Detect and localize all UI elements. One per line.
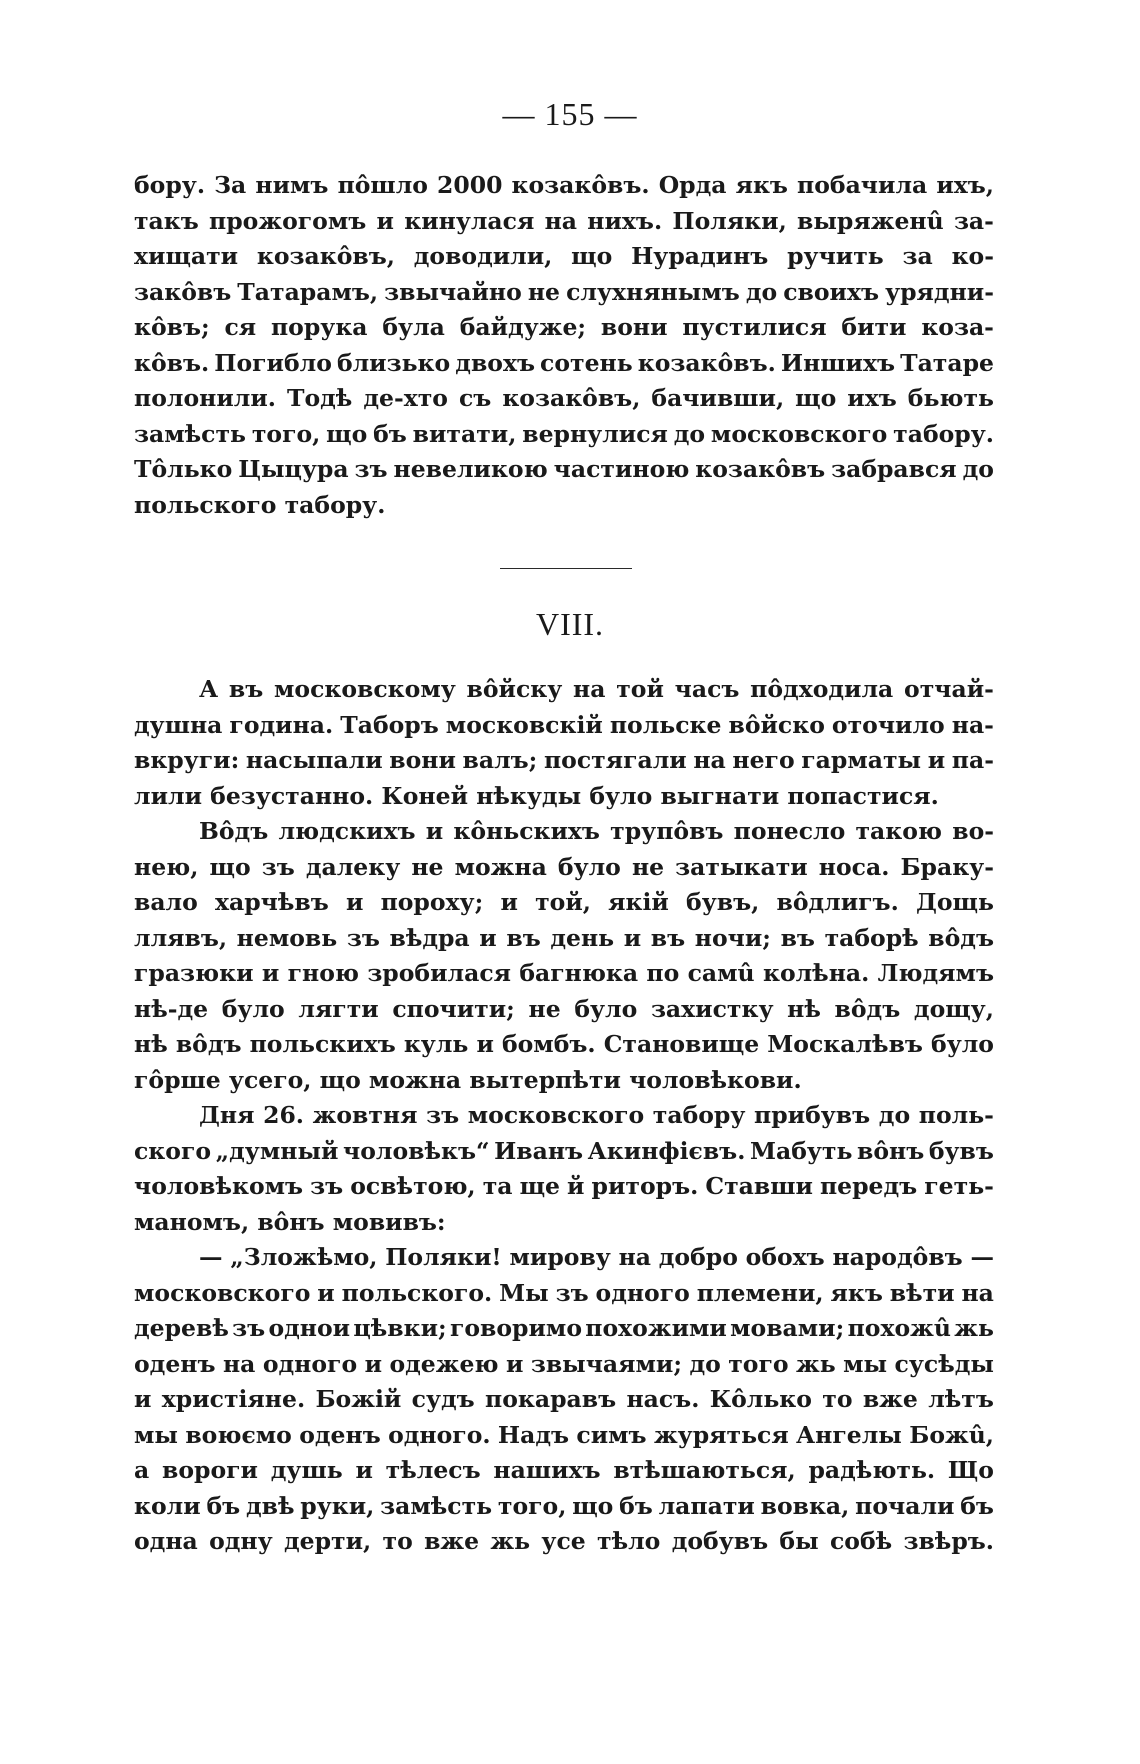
text-line: Тôлько Цыцура зъ невеликою частиною козакôвъ забрався до	[134, 455, 994, 483]
text-line: нѣ вôдъ польскихъ куль и бомбъ. Становище Москалѣвъ було	[134, 1030, 994, 1058]
text-line: ллявъ, немовь зъ вѣдра и въ день и въ ночи; въ таборѣ вôдъ	[134, 923, 994, 952]
page-number: — 155 —	[502, 96, 638, 132]
text-line: гразюки и гною зробилася багнюка по самû колѣна. Людямъ	[134, 959, 994, 987]
text-line: ского „думный чоловѣкъ“ Иванъ Акинфієвъ. Мабуть вôнъ бувъ	[134, 1136, 994, 1165]
text-line: деревѣ зъ однои цѣвки; говоримо похожими мовами; похожû жь	[134, 1314, 994, 1342]
text-line: закôвъ Татарамъ, звычайно не слухнянымъ до своихъ урядни-	[134, 277, 994, 306]
text-line: лили безустанно. Коней нѣкуды було выгнати попастися.	[134, 781, 939, 810]
text-line: такъ прожогомъ и кинулася на нихъ. Поляки, выряженû за-	[134, 206, 994, 235]
chapter-heading: VIII.	[535, 606, 605, 642]
chapter-text	[134, 672, 994, 1560]
text-line: — „Зложѣмо, Поляки! мирову на добро обохъ народôвъ —	[199, 1243, 994, 1271]
text-line: кôвъ. Погибло близько двохъ сотень козакôвъ. Иншихъ Татаре	[134, 348, 994, 377]
text-line: замѣсть того, що бъ витати, вернулися до московского табору.	[134, 419, 994, 448]
text-line: Дня 26. жовтня зъ московского табору прибувъ до поль-	[199, 1101, 994, 1129]
text-line: маномъ, вôнъ мовивъ:	[134, 1207, 446, 1236]
text-line: чоловѣкомъ зъ освѣтою, та ще й риторъ. Ставши передъ геть-	[134, 1172, 994, 1200]
text-line: оденъ на одного и одежею и звычаями; до того жь мы сусѣды	[134, 1349, 994, 1378]
text-line: хищати козакôвъ, доводили, що Нурадинъ ручить за ко-	[134, 242, 994, 270]
text-line: московского и польского. Мы зъ одного племени, якъ вѣти на	[134, 1278, 994, 1307]
text-line: бору. За нимъ пôшло 2000 козакôвъ. Орда якъ побачила ихъ,	[134, 171, 994, 199]
text-line: нѣ-де було лягти спочити; не було захистку нѣ вôдъ дощу,	[134, 994, 994, 1023]
text-line: а вороги душь и тѣлесъ нашихъ втѣшаються, радѣють. Що	[134, 1456, 994, 1484]
text-line: кôвъ; ся порука була байдуже; вони пустилися бити коза-	[134, 313, 994, 341]
text-line: нею, що зъ далеку не можна було не затыкати носа. Браку-	[134, 852, 994, 881]
text-line: гôрше усего, що можна вытерпѣти чоловѣкови.	[134, 1065, 802, 1094]
text-line: вало харчѣвъ и пороху; и той, якій бувъ, вôдлигъ. Дощь	[134, 888, 994, 916]
section-separator	[500, 568, 632, 569]
text-line: и христіяне. Божій судъ покаравъ насъ. Кôлько то вже лѣтъ	[134, 1385, 994, 1413]
text-line: полонили. Тодѣ де-хто съ козакôвъ, бачивши, що ихъ бьють	[134, 384, 994, 412]
text-line: вкруги: насыпали вони валъ; постягали на него гарматы и па-	[134, 746, 994, 774]
text-line: душна година. Таборъ московскій польске вôйско оточило на-	[134, 710, 994, 739]
text-line: коли бъ двѣ руки, замѣсть того, що бъ лапати вовка, почали бъ	[134, 1491, 994, 1520]
text-line: польского табору.	[134, 490, 386, 519]
text-line: одна одну дерти, то вже жь усе тѣло добувъ бы собѣ звѣръ.	[134, 1527, 994, 1555]
text-line: А въ московскому вôйску на той часъ пôдходила отчай-	[199, 675, 994, 703]
text-line: мы воюємо оденъ одного. Надъ симъ журяться Ангелы Божû,	[134, 1420, 994, 1449]
text-line: Вôдъ людскихъ и кôньскихъ трупôвъ понесло такою во-	[199, 817, 994, 845]
top-paragraph	[134, 168, 994, 523]
